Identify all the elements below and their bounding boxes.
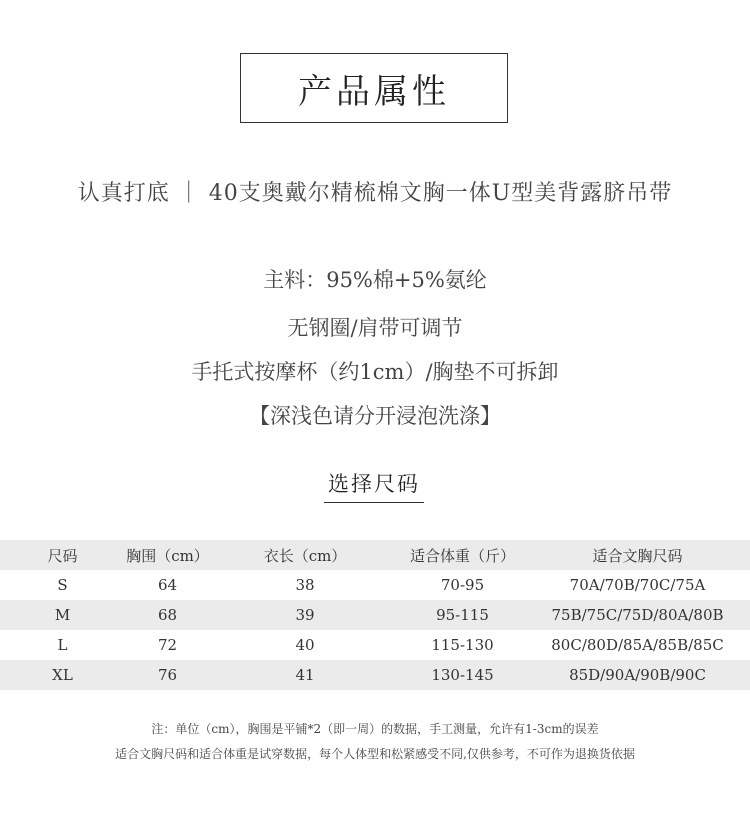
table-row bbox=[0, 600, 750, 630]
cell-length: 40 bbox=[295, 636, 315, 654]
attribute-cup: 手托式按摩杯（约1cm）/胸垫不可拆卸 bbox=[191, 360, 559, 384]
cell-weight: 70-95 bbox=[440, 576, 485, 594]
cell-weight: 130-145 bbox=[431, 666, 494, 684]
cell-length: 38 bbox=[295, 576, 315, 594]
cell-bust: 64 bbox=[157, 576, 178, 594]
cell-bra-size: 75B/75C/75D/80A/80B bbox=[551, 606, 724, 624]
cell-weight: 115-130 bbox=[431, 636, 494, 654]
table-row bbox=[0, 630, 750, 660]
cell-bust: 76 bbox=[157, 666, 178, 684]
cell-bra-size: 80C/80D/85A/85B/85C bbox=[551, 636, 724, 654]
header-bra-size: 适合文胸尺码 bbox=[592, 546, 683, 565]
cell-size: M bbox=[54, 606, 71, 624]
cell-length: 41 bbox=[295, 666, 315, 684]
product-subtitle: 认真打底 ｜ 40支奥戴尔精梳棉文胸一体U型美背露脐吊带 bbox=[77, 181, 673, 206]
cell-weight: 95-115 bbox=[436, 606, 489, 624]
cell-size: S bbox=[57, 576, 68, 594]
attribute-washing: 【深浅色请分开浸泡洗涤】 bbox=[249, 404, 501, 428]
attribute-wire-strap: 无钢圈/肩带可调节 bbox=[287, 316, 463, 340]
cell-size: L bbox=[57, 636, 68, 654]
size-section-heading: 选择尺码 bbox=[324, 468, 424, 503]
cell-bra-size: 85D/90A/90B/90C bbox=[569, 666, 706, 684]
attribute-material: 主料：95%棉+5%氨纶 bbox=[263, 268, 487, 292]
cell-bust: 72 bbox=[157, 636, 178, 654]
size-table-header-row bbox=[0, 540, 750, 570]
cell-bust: 68 bbox=[157, 606, 178, 624]
size-table bbox=[0, 540, 750, 690]
header-bust: 胸围（cm） bbox=[126, 546, 209, 565]
header-size: 尺码 bbox=[47, 546, 78, 565]
measurement-note: 注：单位（cm），胸围是平铺*2（即一周）的数据，手工测量，允许有1-3cm的误差 bbox=[151, 722, 599, 736]
header-length: 衣长（cm） bbox=[263, 546, 347, 565]
table-row bbox=[0, 660, 750, 690]
product-attributes-title-box bbox=[240, 53, 508, 123]
page-title: 产品属性 bbox=[298, 71, 450, 112]
header-weight: 适合体重（斤） bbox=[409, 546, 515, 565]
cell-length: 39 bbox=[295, 606, 315, 624]
cell-bra-size: 70A/70B/70C/75A bbox=[569, 576, 706, 594]
cell-size: XL bbox=[52, 666, 73, 684]
table-row bbox=[0, 570, 750, 600]
fit-disclaimer-note: 适合文胸尺码和适合体重是试穿数据，每个人体型和松紧感受不同,仅供参考，不可作为退换货依据 bbox=[115, 747, 635, 761]
